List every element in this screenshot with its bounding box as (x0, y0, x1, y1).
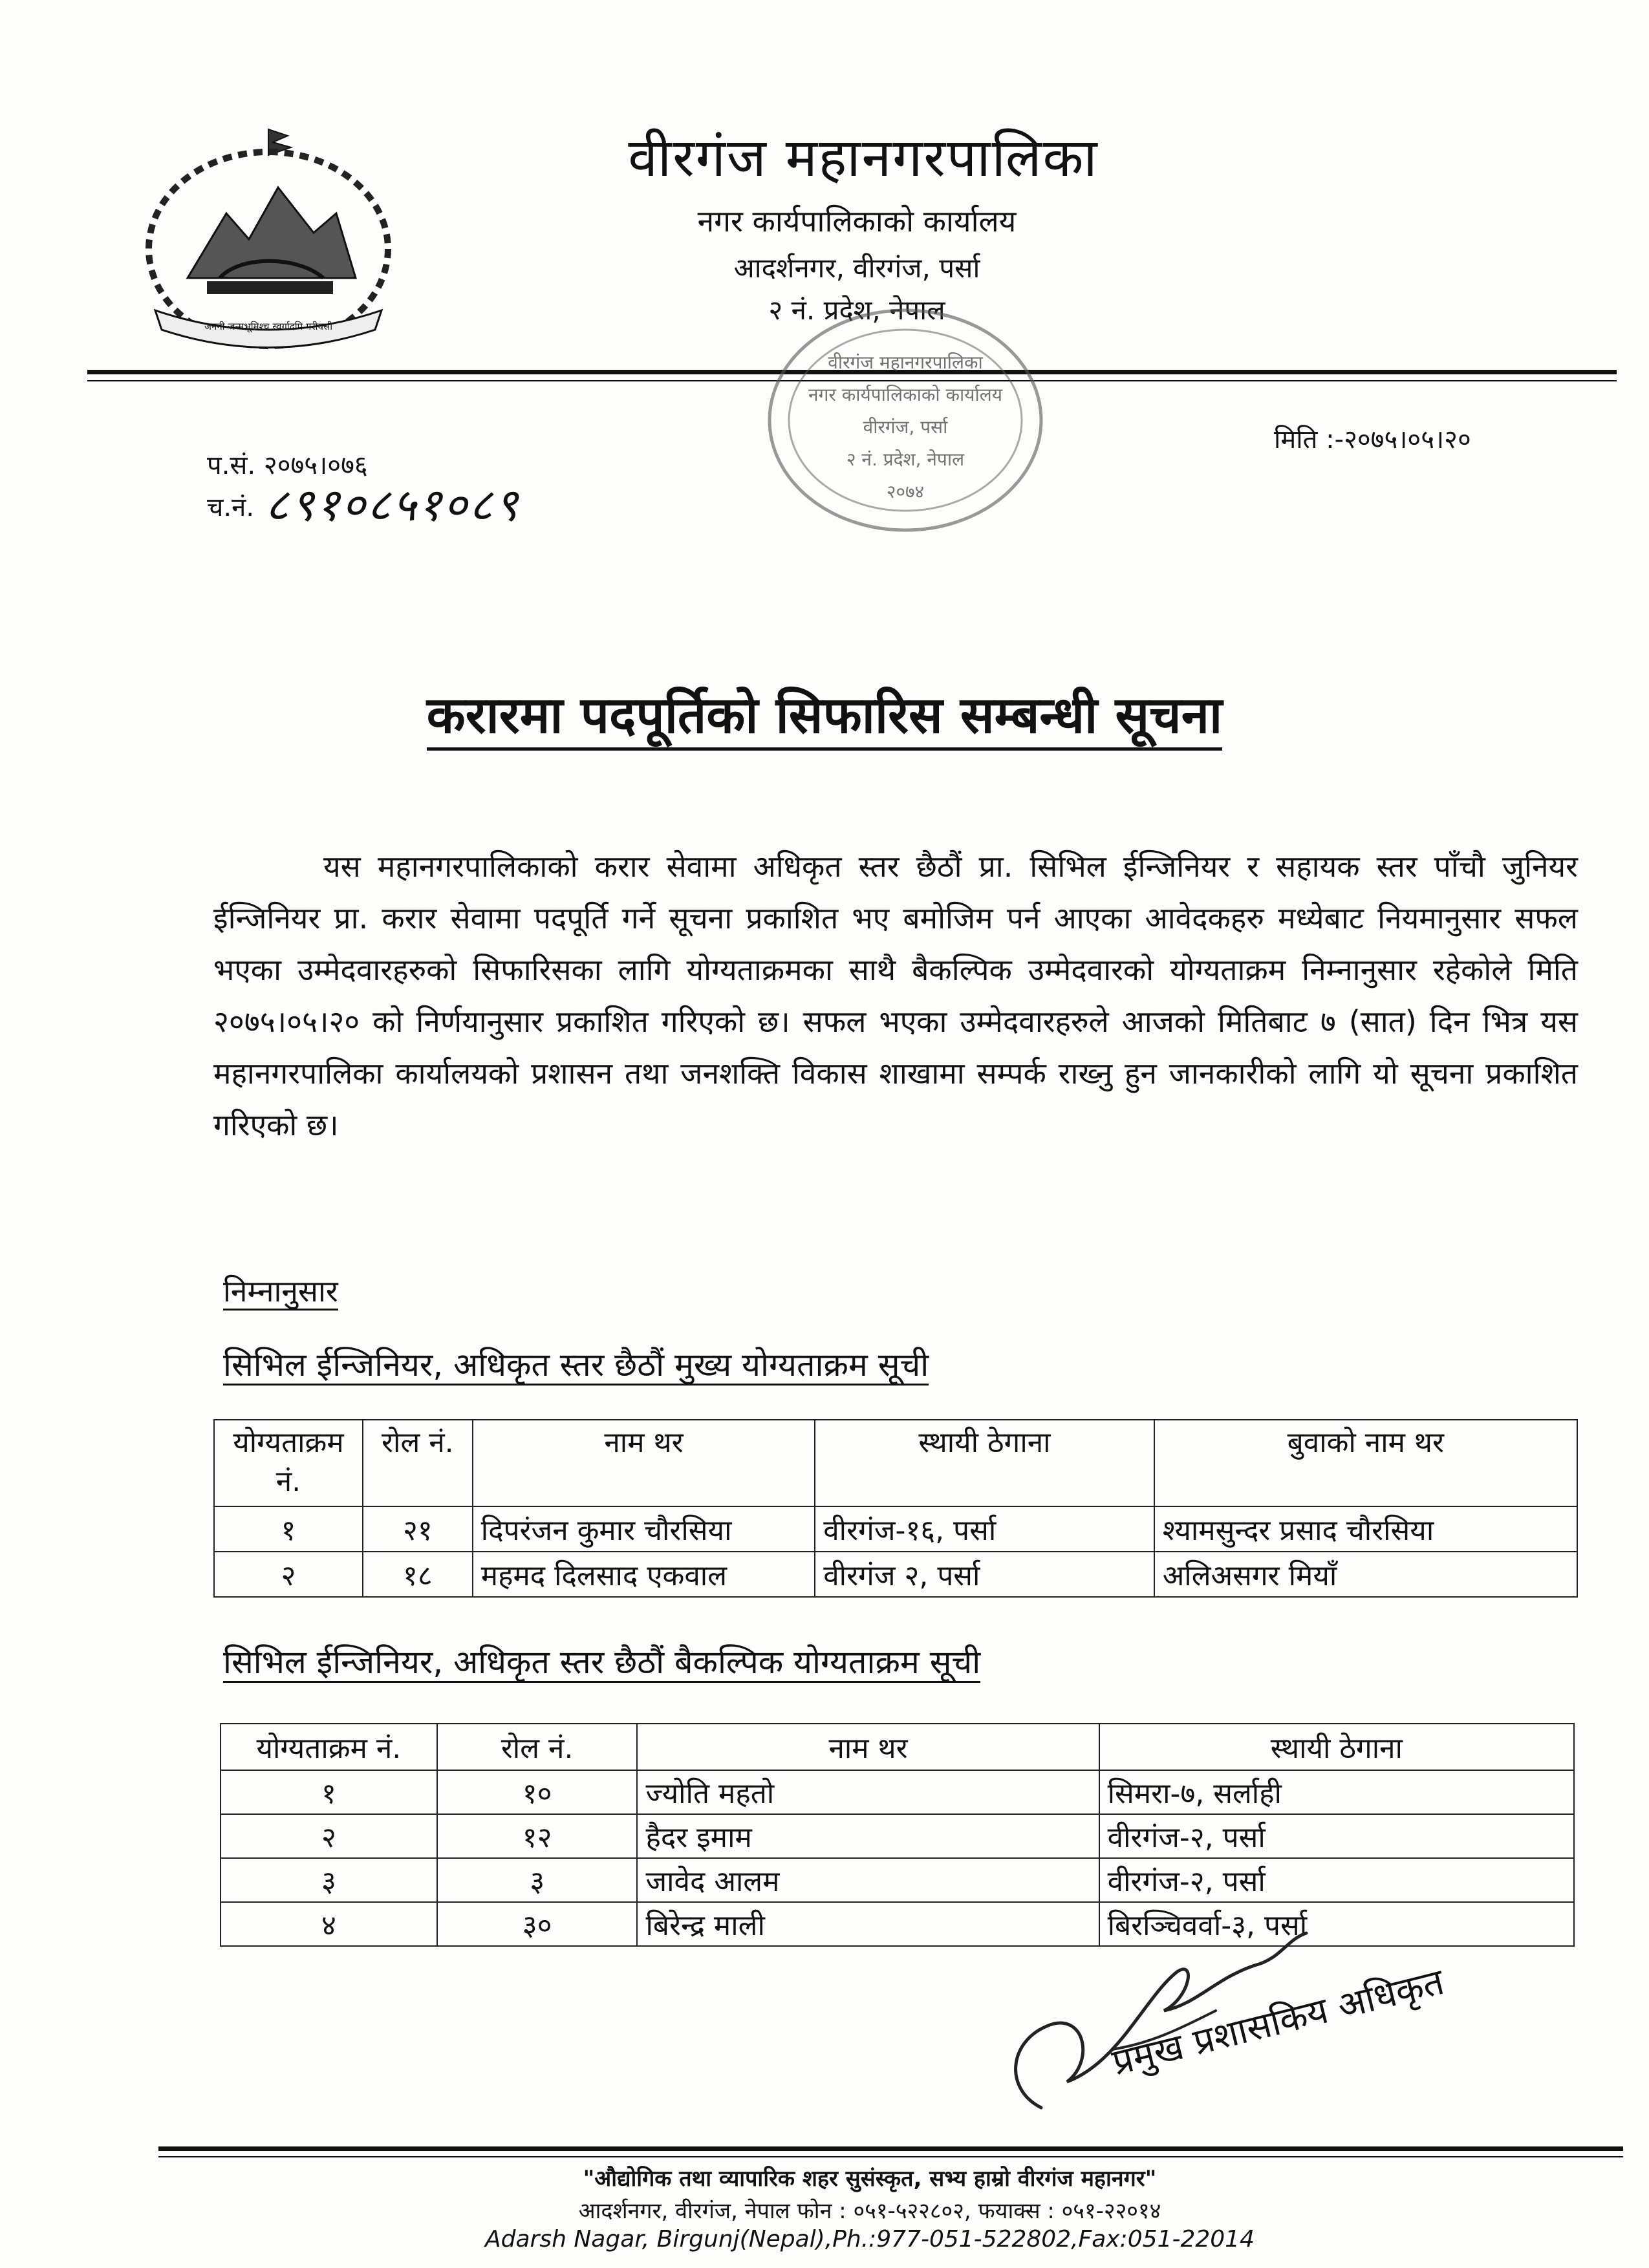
table-cell: २१ (363, 1506, 473, 1552)
stamp-line-5: २०७४ (886, 481, 925, 502)
dispatch-label: च.नं. (207, 493, 255, 522)
table-cell: ज्योति महतो (637, 1770, 1099, 1814)
main-list-caption-text: सिभिल ईन्जिनियर, अधिकृत स्तर छैठौं मुख्य योग्यताक्रम सूची (223, 1346, 929, 1385)
table-row (221, 1770, 1574, 1814)
table-cell: १ (214, 1506, 363, 1552)
as-follows-text: निम्नानुसार (223, 1274, 338, 1311)
notice-title-text: करारमा पदपूर्तिको सिफारिस सम्बन्धी सूचना (427, 687, 1222, 751)
footer-slogan: "औद्योगिक तथा व्यापारिक शहर सुसंस्कृत, सभ्य हाम्रो वीरगंज महानगर" (583, 2166, 1157, 2192)
table-cell: ३ (437, 1858, 638, 1902)
table-cell: १० (437, 1770, 638, 1814)
main-merit-table (213, 1419, 1578, 1598)
alt-list-caption (223, 1639, 980, 1683)
table-cell: वीरगंज २, पर्सा (815, 1552, 1154, 1597)
footer-rule (158, 2146, 1623, 2151)
table-row (214, 1552, 1577, 1597)
stamp-line-4: २ नं. प्रदेश, नेपाल (846, 449, 965, 470)
table-cell: वीरगंज-२, पर्सा (1099, 1814, 1574, 1858)
emblem-motto: जननी जन्मभूमिश्च स्वर्गादपि गरीयसी (204, 321, 333, 332)
table-cell: हैदर इमाम (637, 1814, 1099, 1858)
column-header: योग्यताक्रम नं. (214, 1420, 363, 1506)
column-header: योग्यताक्रम नं. (221, 1724, 437, 1770)
table-cell: वीरगंज-१६, पर्सा (815, 1506, 1154, 1552)
reference-number: प.सं. २०७५।०७६ (207, 451, 368, 480)
table-cell: २ (214, 1552, 363, 1597)
main-list-caption (223, 1342, 929, 1385)
dispatch-number-handwritten: ८९१०८५१०८९ (265, 478, 520, 531)
signatory-title: प्रमुख प्रशासकिय अधिकृत (1108, 1960, 1449, 2084)
notice-body: यस महानगरपालिकाको करार सेवामा अधिकृत स्तर छैठौं प्रा. सिभिल ईन्जिनियर र सहायक स्तर पाँचौ जुनियर ईन्जिनियर प्रा. करार सेवामा पदपूर्ति गर्ने सूचना प्रकाशित भए बमोजिम पर्न आएका आवेदकहरु मध्येबाट नियमानुसार सफल भएका उम्मेदवारहरुको सिफारिसका लागि योग्यताक्रमका साथै बैकल्पिक उम्मेदवारको योग्यताक्रम निम्नानुसार रहेकोले मिति २०७५।०५।२० को निर्णयानुसार प्रकाशित गरिएको छ। सफल भएका उम्मेदवारहरुले आजको मितिबाट ७ (सात) दिन भित्र यस महानगरपालिका कार्यालयको प्रशासन तथा जनशक्ति विकास शाखामा सम्पर्क राख्नु हुन जानकारीको लागि यो सूचना प्रकाशित गरिएको छ। (213, 849, 1578, 1142)
notice-title (0, 679, 1649, 747)
table-cell: २ (221, 1814, 437, 1858)
sub-office: नगर कार्यपालिकाको कार्यालय (697, 204, 1017, 239)
table-cell: बिरेन्द्र माली (637, 1902, 1099, 1946)
table-row (221, 1858, 1574, 1902)
as-follows-label (223, 1270, 338, 1311)
stamp-line-3: वीरगंज, पर्सा (863, 416, 948, 438)
table-cell: अलिअसगर मियाँ (1154, 1552, 1577, 1597)
table-cell: महमद दिलसाद एकवाल (473, 1552, 815, 1597)
office-province: २ नं. प्रदेश, नेपाल (768, 294, 945, 326)
table-cell: बिरञ्चिवर्वा-३, पर्सा (1099, 1902, 1574, 1946)
table-cell: वीरगंज-२, पर्सा (1099, 1858, 1574, 1902)
office-stamp (757, 297, 1054, 543)
office-name: वीरगंज महानगरपालिका (628, 127, 1099, 189)
table-cell: सिमरा-७, सर्लाही (1099, 1770, 1574, 1814)
table-cell: ३ (221, 1858, 437, 1902)
column-header: स्थायी ठेगाना (1099, 1724, 1574, 1770)
table-cell: १ (221, 1770, 437, 1814)
stamp-line-1: वीरगंज महानगरपालिका (828, 352, 983, 373)
table-cell: जावेद आलम (637, 1858, 1099, 1902)
table-cell: दिपरंजन कुमार चौरसिया (473, 1506, 815, 1552)
table-row (214, 1506, 1577, 1552)
column-header: रोल नं. (437, 1724, 638, 1770)
column-header: रोल नं. (363, 1420, 473, 1506)
table-cell: श्यामसुन्दर प्रसाद चौरसिया (1154, 1506, 1577, 1552)
table-row (221, 1814, 1574, 1858)
column-header: स्थायी ठेगाना (815, 1420, 1154, 1506)
table-header-row (214, 1420, 1577, 1506)
table-cell: १२ (437, 1814, 638, 1858)
office-address: आदर्शनगर, वीरगंज, पर्सा (733, 252, 980, 284)
notice-date: मिति :-२०७५।०५।२० (1274, 425, 1471, 455)
footer-contact-nepali: आदर्शनगर, वीरगंज, नेपाल फोन : ०५१-५२२८०२, फयाक्स : ०५१-२२०१४ (578, 2198, 1161, 2224)
column-header: बुवाको नाम थर (1154, 1420, 1577, 1506)
table-cell: ४ (221, 1902, 437, 1946)
table-cell: १८ (363, 1552, 473, 1597)
column-header: नाम थर (473, 1420, 815, 1506)
footer-rule-thin (158, 2156, 1623, 2157)
footer-contact-english: Adarsh Nagar, Birgunj(Nepal),Ph.:977-051-522802,Fax:051-22014 (485, 2226, 1255, 2252)
alt-list-caption-text: सिभिल ईन्जिनियर, अधिकृत स्तर छैठौं बैकल्पिक योग्यताक्रम सूची (223, 1643, 980, 1683)
table-cell: ३० (437, 1902, 638, 1946)
table-header-row (221, 1724, 1574, 1770)
column-header: नाम थर (637, 1724, 1099, 1770)
stamp-line-2: नगर कार्यपालिकाको कार्यालय (808, 384, 1002, 405)
